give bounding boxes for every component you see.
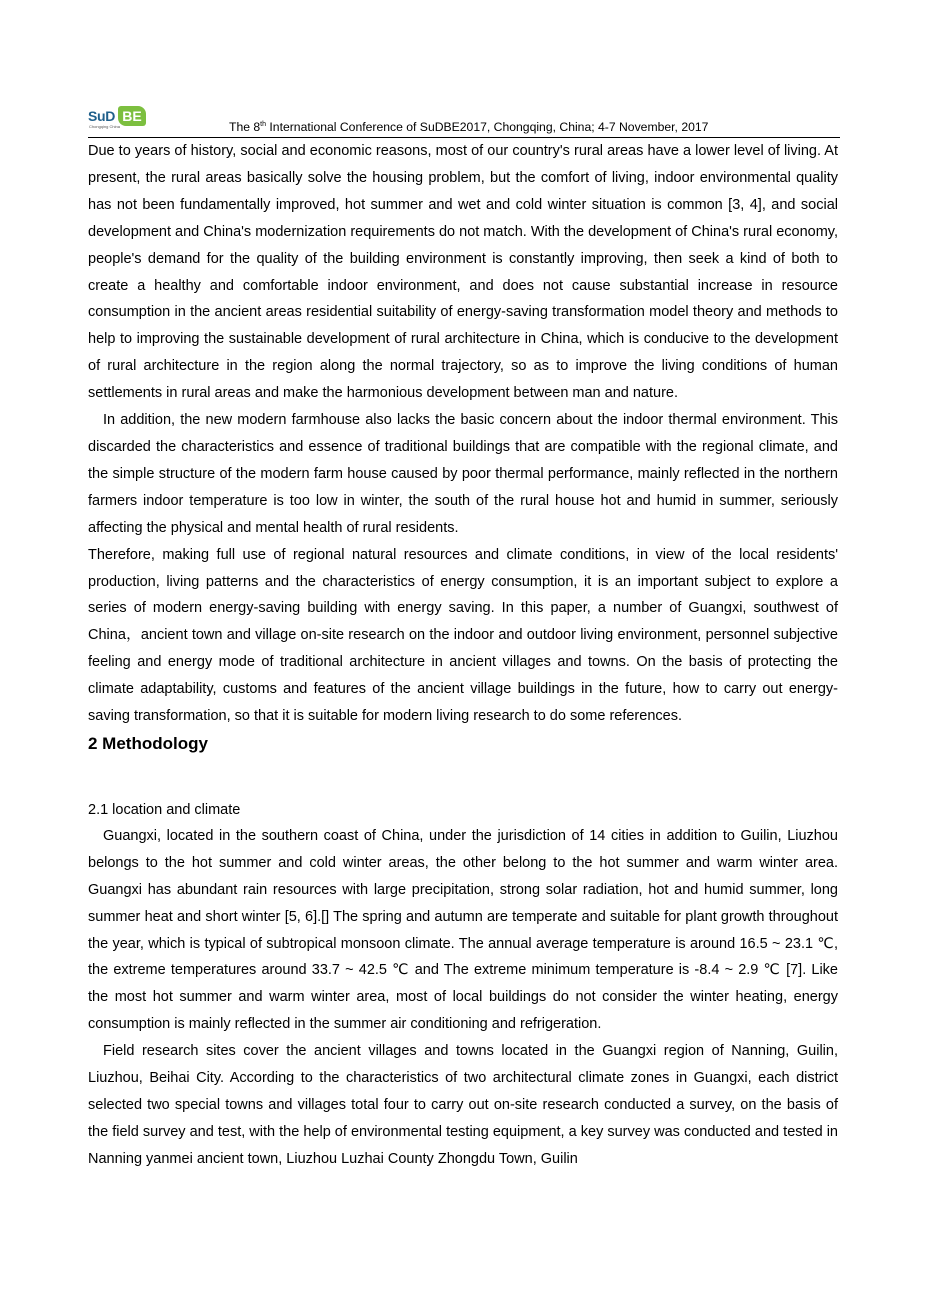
conference-title-suffix: International Conference of SuDBE2017, Chongqing, China; 4-7 November, 2017 <box>266 120 709 134</box>
logo-box: BE <box>118 106 146 126</box>
subsection-heading: 2.1 location and climate <box>88 801 241 818</box>
paragraph-5: Field research sites cover the ancient villages and towns located in the Guangxi region of Nanning, Guilin, Liuzhou, Beihai City. According to the characteristics of two architectural climate zones in Guangxi, each district selected two special towns and villages total four to carry out on-site research conducted a survey, on the basis of the field survey and test, with the help of environmental testing equipment, a key survey was conducted and tested in Nanning yanmei ancient town, Liuzhou Luzhai County Zhongdu Town, Guilin <box>88 1043 838 1167</box>
conference-title <box>229 120 708 134</box>
conference-title-prefix: The 8 <box>229 120 261 134</box>
paragraph-3: Therefore, making full use of regional natural resources and climate conditions, in view of the local residents' production, living patterns and the characteristics of energy consumption, it is an important subject to explore a series of modern energy-saving building with energy saving. In this paper, a number of Guangxi, southwest of China，ancient town and village on-site research on the indoor and outdoor living environment, personnel subjective feeling and energy mode of traditional architecture in ancient villages and towns. On the basis of protecting the climate adaptability, customs and features of the ancient village buildings in the future, how to carry out energy-saving transformation, so that it is suitable for modern living research to do some references. <box>88 546 838 725</box>
section-heading: 2 Methodology <box>88 733 208 753</box>
logo-text: SuD <box>88 108 116 124</box>
conference-title-sup: th <box>260 120 267 128</box>
logo-tagline: Chongqing China <box>89 124 120 129</box>
sudbe-logo <box>88 106 148 132</box>
paragraph-1: Due to years of history, social and economic reasons, most of our country's rural areas have a lower level of living. At present, the rural areas basically solve the housing problem, but the comfort of living, indoor environmental quality has not been fundamentally improved, hot summer and wet and cold winter situation is common [3, 4], and social development and China's modernization requirements do not match. With the development of China's rural economy, people's demand for the quality of the building environment is constantly improving, then seek a kind of both to create a healthy and comfortable indoor environment, and does not cause substantial increase in resource consumption in the ancient areas residential suitability of energy-saving transformation model theory and methods to help to improving the sustainable development of rural architecture in China, which is conducive to the development of rural architecture in the region along the normal trajectory, so as to improve the living conditions of human settlements in rural areas and make the harmonious development between man and nature. <box>88 143 838 402</box>
paragraph-4: Guangxi, located in the southern coast of China, under the jurisdiction of 14 cities in addition to Guilin, Liuzhou belongs to the hot summer and cold winter areas, the other belong to the hot summer and warm winter area. Guangxi has abundant rain resources with large precipitation, strong solar radiation, hot and humid summer, long summer heat and short winter [5, 6].[] The spring and autumn are temperate and suitable for plant growth throughout the year, which is typical of subtropical monsoon climate. The annual average temperature is around 16.5 ~ 23.1 ℃, the extreme temperatures around 33.7 ~ 42.5 ℃ and The extreme minimum temperature is -8.4 ~ 2.9 ℃ [7]. Like the most hot summer and warm winter area, most of local buildings do not consider the winter heating, energy consumption is mainly reflected in the summer air conditioning and refrigeration. <box>88 827 838 1033</box>
paragraph-2: In addition, the new modern farmhouse also lacks the basic concern about the indoor thermal environment. This discarded the characteristics and essence of traditional buildings that are compatible with the regional climate, and the simple structure of the modern farm house caused by poor thermal performance, mainly reflected in the northern farmers indoor temperature is too low in winter, the south of the rural house hot and humid in summer, seriously affecting the physical and mental health of rural residents. <box>88 412 838 536</box>
page-header <box>88 106 840 138</box>
page-body <box>88 138 838 1173</box>
